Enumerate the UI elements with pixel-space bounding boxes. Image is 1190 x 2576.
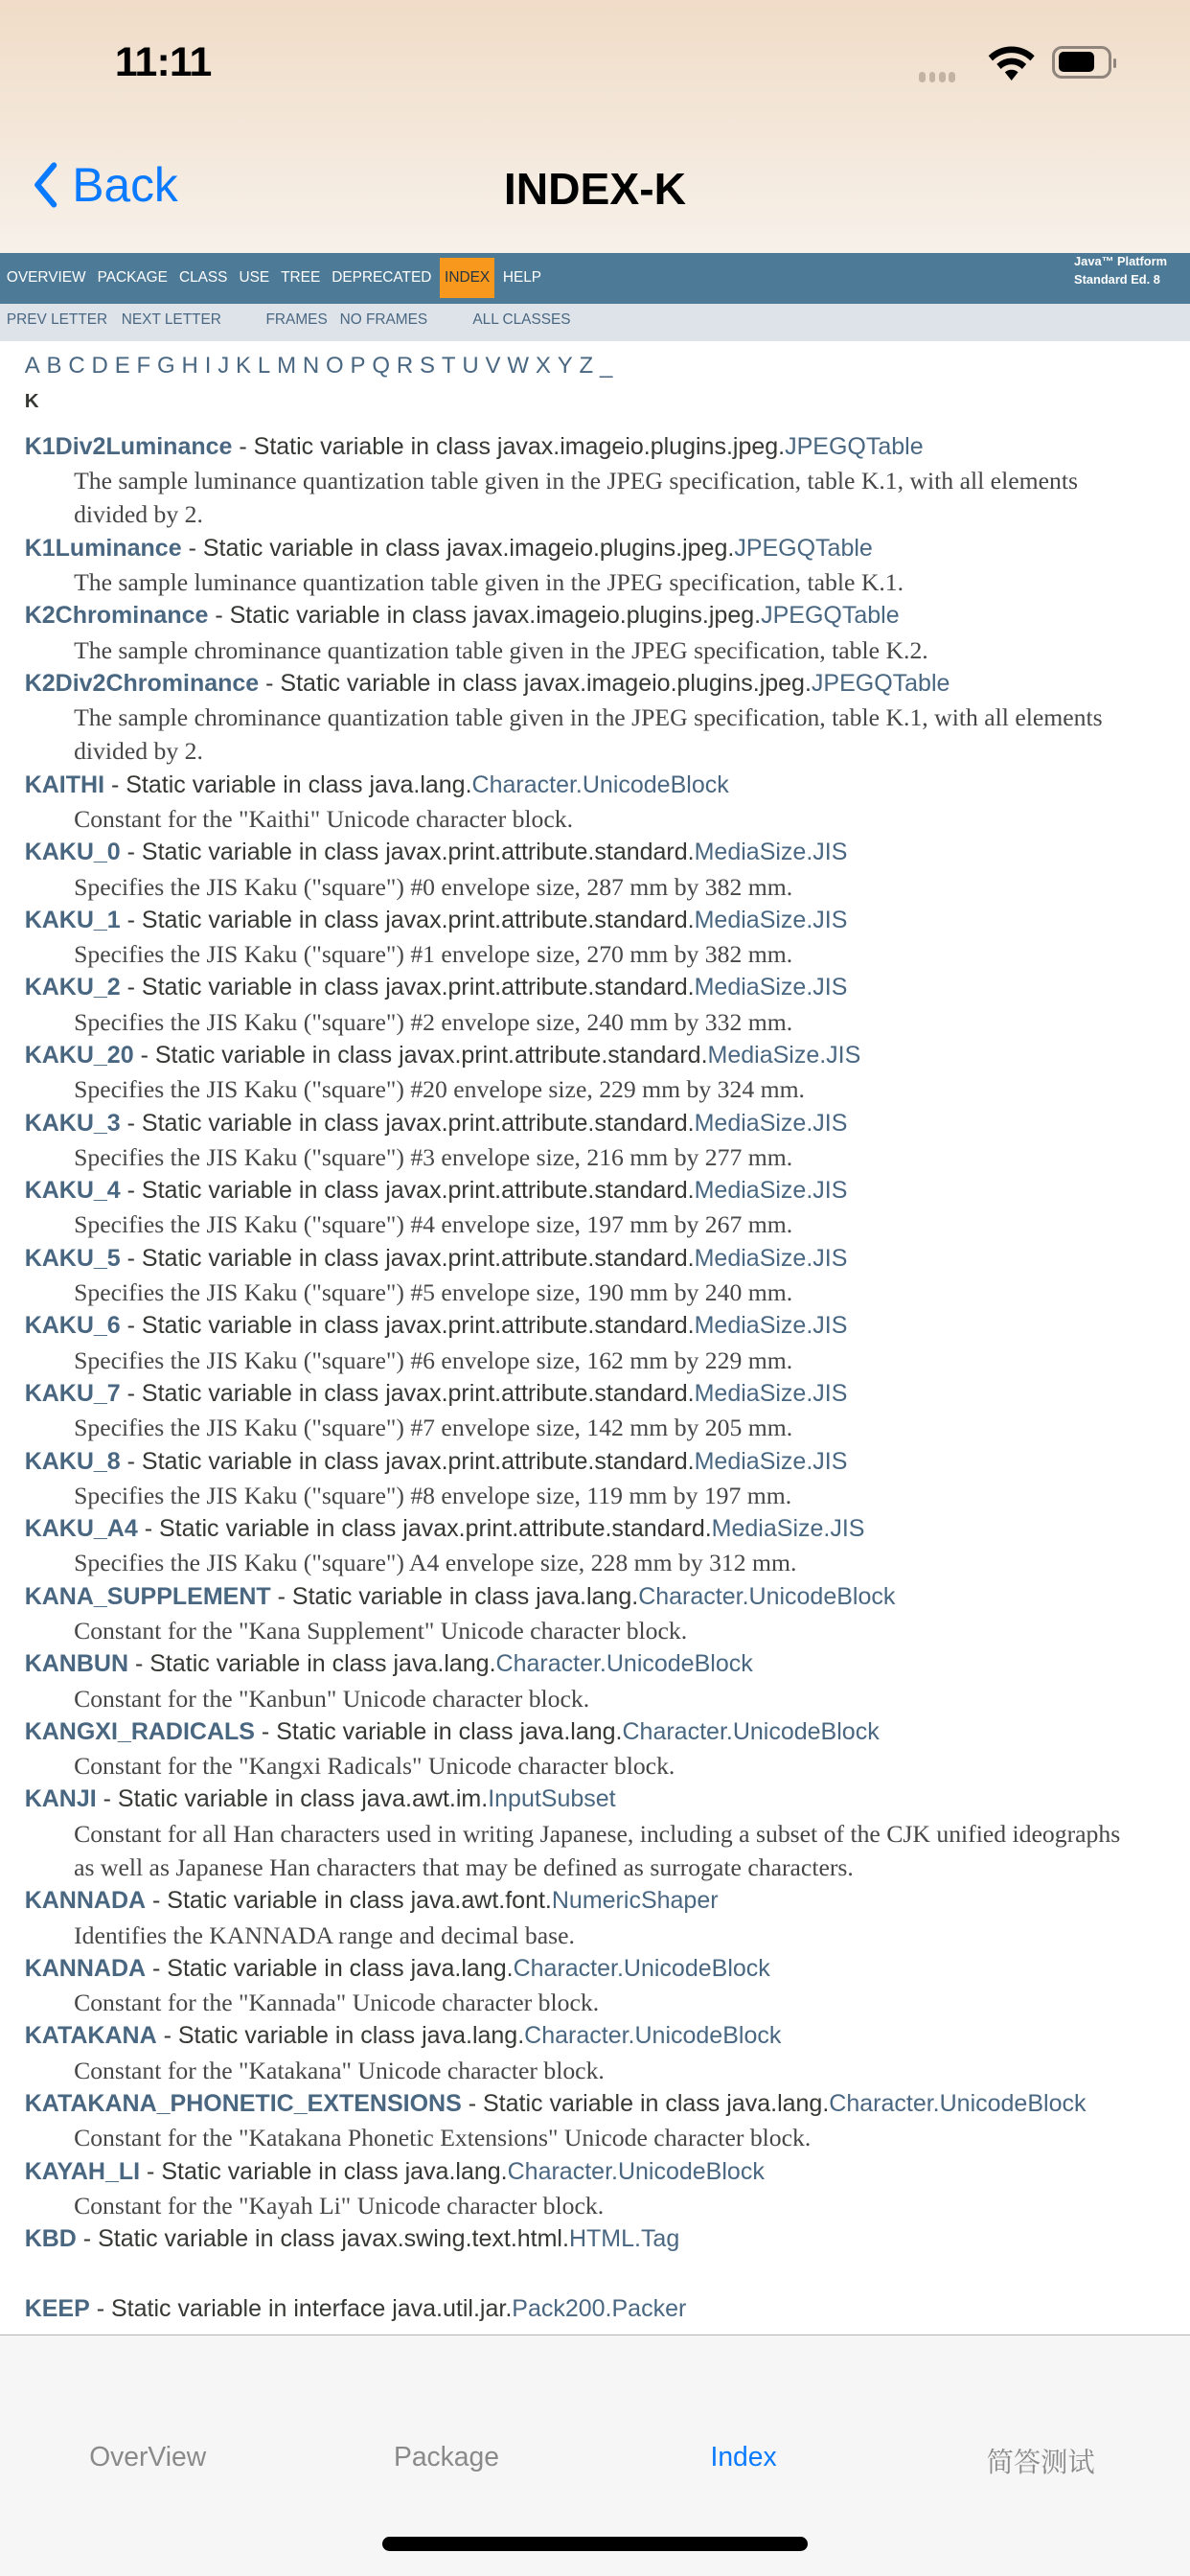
entry-description: Constant for the "Katakana Phonetic Extensions" Unicode character block. [74, 2124, 812, 2152]
letter-link-g[interactable]: G [157, 353, 175, 380]
member-link[interactable]: KAKU_2 [24, 974, 121, 1001]
entry-description: Specifies the JIS Kaku ("square") #3 envelope size, 216 mm by 277 mm. [74, 1142, 793, 1171]
entry-description: Specifies the JIS Kaku ("square") #2 envelope size, 240 mm by 332 mm. [74, 1007, 793, 1036]
index-entry [25, 904, 1190, 937]
class-link[interactable]: Character.UnicodeBlock [513, 1954, 770, 1982]
class-link[interactable]: Character.UnicodeBlock [507, 2157, 765, 2185]
index-entry [25, 1445, 1190, 1479]
nav-use[interactable]: USE [239, 269, 270, 287]
letter-link-f[interactable]: F [136, 353, 151, 380]
platform-label: Java™ Platform Standard Ed. 8 [1074, 253, 1168, 287]
entry-description: The sample luminance quantization table given in the JPEG specification, table K.1. [74, 567, 904, 596]
class-link[interactable]: MediaSize.JIS [694, 1109, 848, 1137]
tab-package[interactable]: Package [393, 2440, 499, 2472]
index-entry [25, 1039, 1190, 1072]
member-kind: - Static variable in class javax.imageio.plugins.jpeg. [232, 432, 786, 460]
entry-description: Identifies the KANNADA range and decimal base. [74, 1920, 575, 1949]
class-link[interactable]: Character.UnicodeBlock [524, 2022, 782, 2050]
member-kind: - Static variable in class javax.print.attribute.standard. [120, 906, 695, 933]
member-kind: - Static variable in class javax.print.attribute.standard. [137, 1515, 712, 1543]
member-link[interactable]: KAKU_1 [24, 906, 121, 933]
entry-description: Constant for all Han characters used in writing Japanese, including a subset of the CJK unified ideographs as well as Japanese Han characters that may be defined as surrogate characters. [74, 1819, 1121, 1881]
index-entry [25, 2292, 1190, 2326]
entry-description: The sample chrominance quantization table given in the JPEG specification, table K.1, with all elements divided by 2. [74, 703, 1103, 766]
index-entry [25, 1174, 1190, 1208]
index-entry [25, 769, 1190, 802]
prev-letter-link[interactable]: PREV LETTER [6, 311, 108, 329]
entry-description: Specifies the JIS Kaku ("square") #20 envelope size, 229 mm by 324 mm. [74, 1075, 805, 1104]
letter-link-y[interactable]: Y [557, 353, 573, 380]
index-entry [25, 1107, 1190, 1140]
index-entry [25, 1715, 1190, 1749]
status-time: 11:11 [114, 39, 212, 86]
member-kind: - Static variable in class java.lang. [156, 2022, 525, 2050]
class-link[interactable]: JPEGQTable [785, 432, 924, 460]
class-link[interactable]: MediaSize.JIS [694, 1447, 848, 1475]
class-link[interactable]: Character.UnicodeBlock [638, 1582, 896, 1610]
member-kind: - Static variable in class javax.swing.text.html. [76, 2225, 569, 2253]
index-entry [25, 1952, 1190, 1986]
member-link[interactable]: KAKU_3 [24, 1109, 121, 1137]
member-link[interactable]: KAKU_4 [24, 1177, 121, 1205]
entry-description: Specifies the JIS Kaku ("square") #8 envelope size, 119 mm by 197 mm. [74, 1481, 792, 1509]
nav-help[interactable]: HELP [502, 269, 542, 287]
frames-link[interactable]: FRAMES [265, 311, 328, 329]
javadoc-sub-nav [0, 304, 1190, 341]
class-link[interactable]: MediaSize.JIS [694, 906, 848, 933]
letter-link-u[interactable]: U [462, 353, 479, 380]
member-kind: - Static variable in class java.lang. [104, 770, 472, 798]
index-entry [25, 532, 1190, 565]
member-link[interactable]: KAYAH_LI [24, 2157, 141, 2185]
entry-description: Constant for the "Kaithi" Unicode character block. [74, 805, 574, 834]
home-indicator [382, 2537, 808, 2551]
back-label: Back [72, 158, 178, 213]
letter-link-p[interactable]: P [350, 353, 366, 380]
class-link[interactable]: MediaSize.JIS [694, 1244, 848, 1272]
member-kind: - Static variable in class javax.print.attribute.standard. [133, 1042, 708, 1070]
entry-description: Specifies the JIS Kaku ("square") A4 envelope size, 228 mm by 312 mm. [74, 1549, 797, 1577]
nav-tree[interactable]: TREE [281, 269, 321, 287]
entry-description: Specifies the JIS Kaku ("square") #5 envelope size, 190 mm by 240 mm. [74, 1278, 793, 1307]
page-title: INDEX-K [503, 163, 687, 214]
letter-link-c[interactable]: C [68, 353, 85, 380]
class-link[interactable]: MediaSize.JIS [707, 1042, 861, 1070]
entry-description: Constant for the "Katakana" Unicode character block. [74, 2056, 605, 2084]
member-link[interactable]: KAKU_8 [24, 1447, 121, 1475]
member-kind: - Static variable in class java.lang. [270, 1582, 639, 1610]
letter-link-v[interactable]: V [485, 353, 501, 380]
letter-link-o[interactable]: O [326, 353, 344, 380]
index-entry [25, 1884, 1190, 1918]
class-link[interactable]: MediaSize.JIS [694, 974, 848, 1001]
member-link[interactable]: KANBUN [24, 1650, 129, 1678]
class-link[interactable]: Character.UnicodeBlock [829, 2090, 1087, 2118]
letter-link-q[interactable]: Q [372, 353, 391, 380]
nav-deprecated[interactable]: DEPRECATED [332, 269, 432, 287]
javadoc-top-nav [0, 253, 1190, 304]
class-link[interactable]: NumericShaper [551, 1887, 719, 1915]
index-entry [25, 2155, 1190, 2189]
member-kind: - Static variable in class java.lang. [254, 1717, 623, 1745]
alphabet-links [25, 353, 1190, 380]
member-link[interactable]: KATAKANA_PHONETIC_EXTENSIONS [24, 2090, 462, 2118]
index-entry [25, 2019, 1190, 2053]
entry-description: Specifies the JIS Kaku ("square") #6 envelope size, 162 mm by 229 mm. [74, 1346, 793, 1374]
entry-description [74, 2256, 1141, 2292]
header-area [0, 0, 1190, 253]
member-kind: - Static variable in class javax.imageio.plugins.jpeg. [208, 602, 762, 630]
letter-link-h[interactable]: H [181, 353, 198, 380]
index-entry [25, 971, 1190, 1004]
entry-description: Constant for the "Kana Supplement" Unicode character block. [74, 1616, 688, 1644]
member-link[interactable]: K1Luminance [24, 534, 182, 562]
letter-link-w[interactable]: W [507, 353, 529, 380]
member-link[interactable]: K2Chrominance [24, 602, 209, 630]
class-link[interactable]: Character.UnicodeBlock [622, 1717, 880, 1745]
member-kind: - Static variable in class javax.print.attribute.standard. [120, 974, 695, 1001]
member-link[interactable]: KAKU_0 [24, 839, 121, 866]
letter-link-s[interactable]: S [420, 353, 436, 380]
index-entry [25, 836, 1190, 869]
member-kind: - Static variable in interface java.util.jar. [89, 2295, 513, 2323]
member-kind: - Static variable in class java.awt.font. [146, 1887, 552, 1915]
member-kind: - Static variable in class javax.print.attribute.standard. [120, 1447, 695, 1475]
entry-description: Constant for the "Kangxi Radicals" Unicode character block. [74, 1752, 675, 1781]
nav-index[interactable]: INDEX [440, 258, 494, 298]
index-entry [25, 1782, 1190, 1816]
letter-link-l[interactable]: L [257, 353, 271, 380]
class-link[interactable]: MediaSize.JIS [711, 1515, 865, 1543]
class-link[interactable]: JPEGQTable [761, 602, 900, 630]
member-kind: - Static variable in class javax.imageio.plugins.jpeg. [181, 534, 735, 562]
index-entry [25, 2222, 1190, 2256]
index-entry [25, 1647, 1190, 1681]
class-link[interactable]: Character.UnicodeBlock [471, 770, 729, 798]
class-link[interactable]: HTML.Tag [568, 2225, 680, 2253]
class-link[interactable]: MediaSize.JIS [694, 1312, 848, 1340]
member-link[interactable]: KBD [24, 2225, 77, 2253]
member-link[interactable]: KANA_SUPPLEMENT [24, 1582, 271, 1610]
tab-index[interactable]: Index [710, 2440, 777, 2472]
no-frames-link[interactable]: NO FRAMES [339, 311, 428, 329]
letter-link-n[interactable]: N [302, 353, 320, 380]
entry-description: Specifies the JIS Kaku ("square") #7 envelope size, 142 mm by 205 mm. [74, 1414, 793, 1442]
member-link[interactable]: K1Div2Luminance [24, 432, 233, 460]
member-kind: - Static variable in class java.lang. [128, 1650, 496, 1678]
wifi-icon [987, 46, 1036, 82]
index-entry [25, 667, 1190, 701]
class-link[interactable]: Character.UnicodeBlock [495, 1650, 753, 1678]
all-classes-link[interactable]: ALL CLASSES [472, 311, 571, 329]
class-link[interactable]: MediaSize.JIS [694, 1379, 848, 1407]
letter-link-r[interactable]: R [396, 353, 414, 380]
battery-icon [1052, 46, 1111, 79]
member-link[interactable]: K2Div2Chrominance [24, 669, 260, 697]
index-list [25, 430, 1190, 2327]
cellular-signal-icon [919, 72, 955, 81]
index-content [25, 353, 1190, 412]
class-link[interactable]: JPEGQTable [734, 534, 873, 562]
index-entry [25, 1309, 1190, 1343]
letter-link-j[interactable]: J [217, 353, 230, 380]
nav-class[interactable]: CLASS [178, 269, 228, 287]
member-kind: - Static variable in class javax.print.attribute.standard. [120, 1244, 695, 1272]
member-kind: - Static variable in class javax.print.attribute.standard. [120, 1312, 695, 1340]
member-link[interactable]: KAKU_7 [24, 1379, 121, 1407]
letter-link-d[interactable]: D [91, 353, 108, 380]
member-kind: - Static variable in class java.lang. [146, 1954, 514, 1982]
entry-description: The sample chrominance quantization table given in the JPEG specification, table K.2. [74, 635, 928, 664]
entry-description: Constant for the "Kannada" Unicode character block. [74, 1989, 600, 2017]
member-kind: - Static variable in class javax.print.attribute.standard. [120, 1177, 695, 1205]
member-link[interactable]: KANNADA [24, 1887, 147, 1915]
index-entry [25, 1377, 1190, 1411]
letter-link-k[interactable]: K [236, 353, 252, 380]
member-link[interactable]: KANJI [24, 1785, 97, 1813]
index-entry [25, 1580, 1190, 1614]
member-link[interactable]: KANNADA [24, 1954, 147, 1982]
letter-link-b[interactable]: B [46, 353, 62, 380]
member-kind: - Static variable in class javax.print.attribute.standard. [120, 1379, 695, 1407]
letter-link-x[interactable]: X [535, 353, 551, 380]
index-entry [25, 430, 1190, 464]
tab-quiz[interactable]: 简答测试 [986, 2446, 1095, 2477]
index-entry [25, 2087, 1190, 2121]
letter-link-i[interactable]: I [204, 353, 212, 380]
member-link[interactable]: KAITHI [24, 770, 105, 798]
entry-description: Specifies the JIS Kaku ("square") #1 envelope size, 270 mm by 382 mm. [74, 940, 793, 969]
letter-link-m[interactable]: M [277, 353, 297, 380]
letter-link-t[interactable]: T [441, 353, 456, 380]
member-kind: - Static variable in class javax.imageio.plugins.jpeg. [259, 669, 812, 697]
entry-description: The sample luminance quantization table given in the JPEG specification, table K.1, with all elements divided by 2. [74, 467, 1078, 529]
member-link[interactable]: KEEP [24, 2295, 90, 2323]
index-entry [25, 1512, 1190, 1546]
member-kind: - Static variable in class java.awt.im. [96, 1785, 489, 1813]
member-link[interactable]: KAKU_5 [24, 1244, 121, 1272]
next-letter-link[interactable]: NEXT LETTER [121, 311, 221, 329]
letter-heading: K [24, 389, 39, 412]
letter-link-z[interactable]: Z [579, 353, 594, 380]
entry-description: Specifies the JIS Kaku ("square") #4 envelope size, 197 mm by 267 mm. [74, 1210, 793, 1239]
entry-description: Constant for the "Kanbun" Unicode character block. [74, 1684, 590, 1713]
member-link[interactable]: KAKU_6 [24, 1312, 121, 1340]
member-link[interactable]: KAKU_A4 [24, 1515, 138, 1543]
index-entry [25, 1242, 1190, 1276]
index-entry [25, 599, 1190, 632]
nav-overview[interactable]: OVERVIEW [6, 269, 86, 287]
letter-link-e[interactable]: E [114, 353, 130, 380]
letter-link-underscore[interactable]: _ [600, 353, 613, 380]
entry-description: Constant for the "Kayah Li" Unicode character block. [74, 2191, 605, 2220]
class-link[interactable]: MediaSize.JIS [694, 1177, 848, 1205]
class-link[interactable]: Pack200.Packer [512, 2295, 687, 2323]
class-link[interactable]: JPEGQTable [811, 669, 950, 697]
letter-link-a[interactable]: A [24, 353, 40, 380]
member-kind: - Static variable in class javax.print.attribute.standard. [120, 839, 695, 866]
nav-package[interactable]: PACKAGE [97, 269, 168, 287]
member-kind: - Static variable in class javax.print.attribute.standard. [120, 1109, 695, 1137]
member-kind: - Static variable in class java.lang. [461, 2090, 830, 2118]
member-link[interactable]: KATAKANA [24, 2022, 157, 2050]
entry-description: Specifies the JIS Kaku ("square") #0 envelope size, 287 mm by 382 mm. [74, 872, 793, 901]
tab-overview[interactable]: OverView [89, 2440, 207, 2472]
member-kind: - Static variable in class java.lang. [140, 2157, 508, 2185]
member-link[interactable]: KANGXI_RADICALS [24, 1717, 255, 1745]
class-link[interactable]: MediaSize.JIS [694, 839, 848, 866]
class-link[interactable]: InputSubset [488, 1785, 616, 1813]
member-link[interactable]: KAKU_20 [24, 1042, 134, 1070]
